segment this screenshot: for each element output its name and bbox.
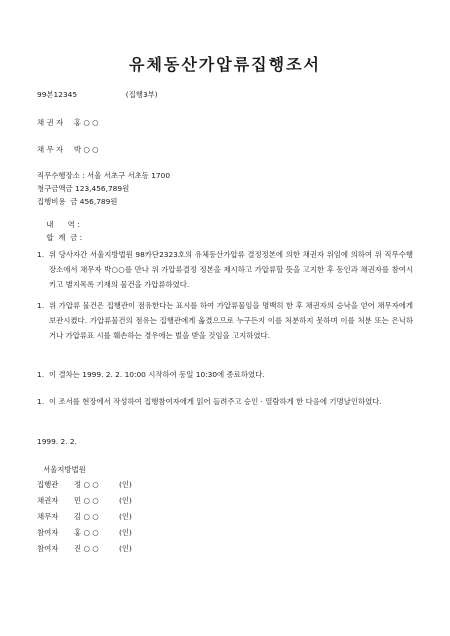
signature-row — [37, 496, 132, 506]
seal-mark: (인) — [119, 544, 132, 553]
field-label: 합 계 금 — [46, 233, 78, 242]
debtor-label: 채 무 자 — [37, 145, 64, 154]
paragraph — [37, 247, 413, 292]
field-label: 집행비용 — [37, 197, 66, 206]
case-line — [37, 90, 158, 100]
seal-mark: (인) — [119, 480, 132, 489]
field-row — [37, 171, 170, 181]
paragraph-text: 위 가압류 물건은 집행관이 점유한다는 표시를 하여 가압류물임을 명백히 한 후 채권자의 승낙을 얻어 채무자에게 보관시켰다. 가압류물건의 점유는 집행관에게 옮겼으므로 누구든지 이를 처분하지 못하며 이를 처분 또는 은닉하거나 가압류표 시를 훼손하는 경우에는 벌을 받을 것임을 고지하였다. — [49, 301, 413, 340]
paragraph — [37, 367, 413, 382]
paragraph-number: 1. — [37, 397, 45, 406]
signature-name: 진 ○ ○ — [74, 544, 99, 553]
paragraph — [37, 394, 413, 409]
field-sep: : — [79, 171, 88, 180]
signature-row — [37, 512, 132, 522]
creditor-line — [37, 118, 99, 128]
paragraph-number: 1. — [37, 301, 45, 310]
field-value: 123,456,789원 — [75, 184, 130, 193]
field-row — [37, 197, 117, 207]
paragraph-text: 이 결차는 1999. 2. 2. 10:00 시작하여 동일 10:30에 종료하였다. — [49, 370, 265, 379]
creditor-label: 채 권 자 — [37, 118, 64, 127]
signature-row — [37, 528, 132, 538]
field-sep: : — [74, 220, 82, 229]
field-row — [37, 184, 129, 194]
signature-role: 채무자 — [37, 512, 59, 521]
field-value: 서울 서초구 서초동 1700 — [87, 171, 171, 180]
field-label: 내 역 — [46, 220, 75, 229]
debtor-name: 박 ○ ○ — [73, 145, 99, 154]
signature-role: 채권자 — [37, 496, 59, 505]
court-name: 서울지방법원 — [43, 465, 86, 474]
signature-row — [37, 544, 132, 554]
field-sep: 금 — [65, 197, 80, 206]
signature-role: 참여자 — [37, 544, 59, 553]
paragraph-text: 위 당사자간 서울지방법원 98카단2323호의 유체동산가압류 결정정본에 의한 채권자 위임에 의하여 위 직무수행장소에서 채무자 박○○를 만나 위 가압류결정 정본을 제시하고 가압류할 뜻을 고지한 후 동인과 채권자를 참여시키고 별지목록 기재의 물건을 가압류하였다. — [49, 250, 413, 289]
paragraph-number: 1. — [37, 250, 45, 259]
signature-name: 정 ○ ○ — [74, 480, 99, 489]
field-sep: : — [77, 233, 85, 242]
seal-mark: (인) — [119, 528, 132, 537]
copy-note: (집행3부) — [125, 90, 158, 99]
signature-name: 민 ○ ○ — [74, 496, 99, 505]
document-date: 1999. 2. 2. — [37, 437, 77, 446]
field-label: 직무수행장소 — [37, 171, 80, 180]
debtor-line — [37, 145, 99, 155]
creditor-name: 홍 ○ ○ — [73, 118, 99, 127]
seal-mark: (인) — [119, 512, 132, 521]
signature-role: 집행관 — [37, 480, 59, 489]
signature-role: 참여자 — [37, 528, 59, 537]
document-title: 유체동산가압류집행조서 — [128, 55, 322, 74]
field-label: 청구금액금 — [37, 184, 73, 193]
signature-row — [37, 480, 132, 490]
case-number: 99본12345 — [37, 90, 78, 99]
paragraph-number: 1. — [37, 370, 45, 379]
field-value: 456,789원 — [79, 197, 118, 206]
signature-name: 김 ○ ○ — [74, 512, 99, 521]
paragraph-text: 이 조서를 현장에서 작성하여 집행참여자에게 읽어 들려주고 승인 · 열람하게 한 다음에 기명날인하였다. — [49, 397, 382, 406]
paragraph — [37, 298, 413, 343]
seal-mark: (인) — [119, 496, 132, 505]
signature-name: 홍 ○ ○ — [74, 528, 99, 537]
